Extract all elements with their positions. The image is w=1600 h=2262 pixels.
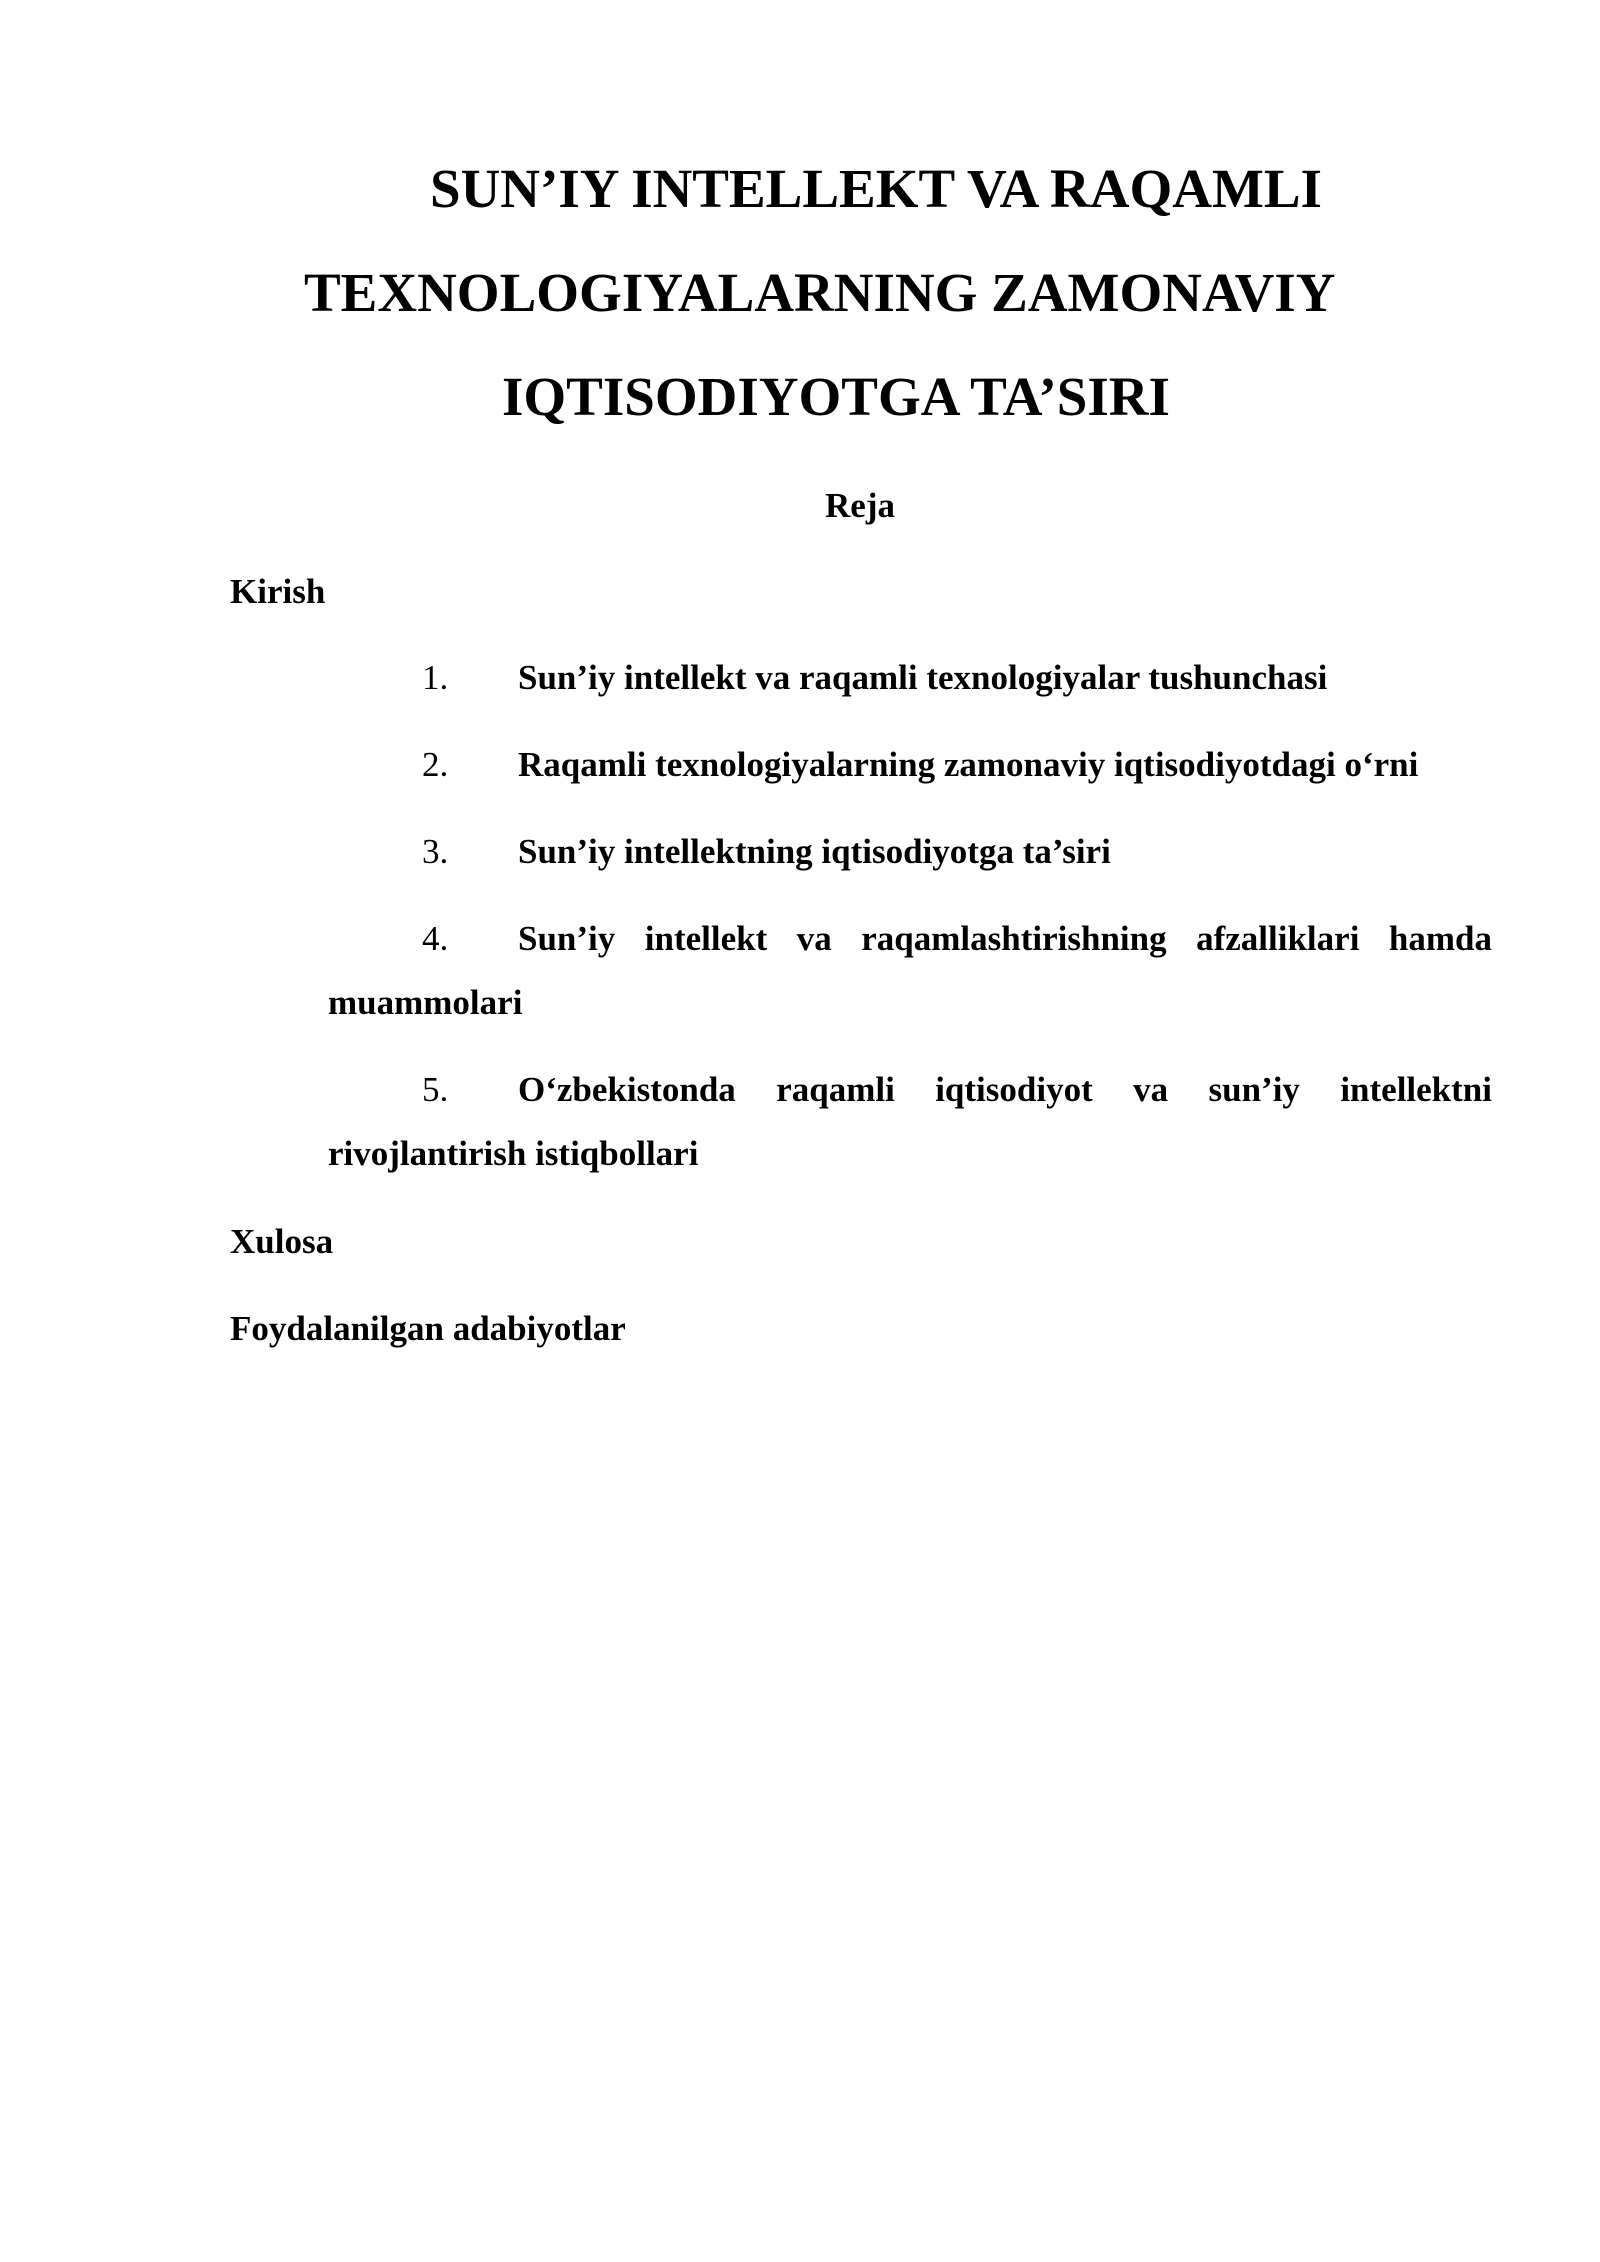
plan-item-text-continued: rivojlantirish istiqbollari — [328, 1134, 699, 1173]
title-line-3: IQTISODIYOTGA TA’SIRI — [502, 366, 1170, 427]
plan-item-text: Sun’iy intellekt va raqamlashtirishning afzalliklari hamda — [518, 919, 1492, 958]
plan-item-2 — [328, 733, 1492, 797]
plan-item-number: 2. — [422, 745, 449, 784]
plan-item-number: 3. — [422, 832, 449, 871]
plan-item-3 — [328, 820, 1492, 884]
plan-item-number: 5. — [422, 1070, 449, 1109]
plan-item-text: Raqamli texnologiyalarning zamonaviy iqtisodiyotdagi o‘rni — [518, 745, 1419, 784]
plan-item-4 — [328, 907, 1492, 1035]
plan-item-5 — [328, 1058, 1492, 1186]
plan-item-text-continued: muammolari — [328, 983, 523, 1022]
plan-item-text: O‘zbekistonda raqamli iqtisodiyot va sun’iy intellektni — [518, 1070, 1492, 1109]
document-title — [200, 137, 1336, 449]
plan-item-text: Sun’iy intellektning iqtisodiyotga ta’siri — [518, 832, 1111, 871]
intro-heading: Kirish — [230, 572, 326, 611]
plan-item-text: Sun’iy intellekt va raqamli texnologiyalar tushunchasi — [518, 658, 1328, 697]
plan-item-number: 1. — [422, 658, 449, 697]
references-heading: Foydalanilgan adabiyotlar — [230, 1309, 626, 1348]
conclusion-heading: Xulosa — [230, 1222, 334, 1261]
plan-heading: Reja — [825, 486, 895, 525]
plan-item-number: 4. — [422, 919, 449, 958]
title-line-2: TEXNOLOGIYALARNING ZAMONAVIY — [304, 262, 1336, 323]
plan-item-1 — [328, 646, 1492, 710]
title-line-1: SUN’IY INTELLEKT VA RAQAMLI — [430, 158, 1322, 219]
